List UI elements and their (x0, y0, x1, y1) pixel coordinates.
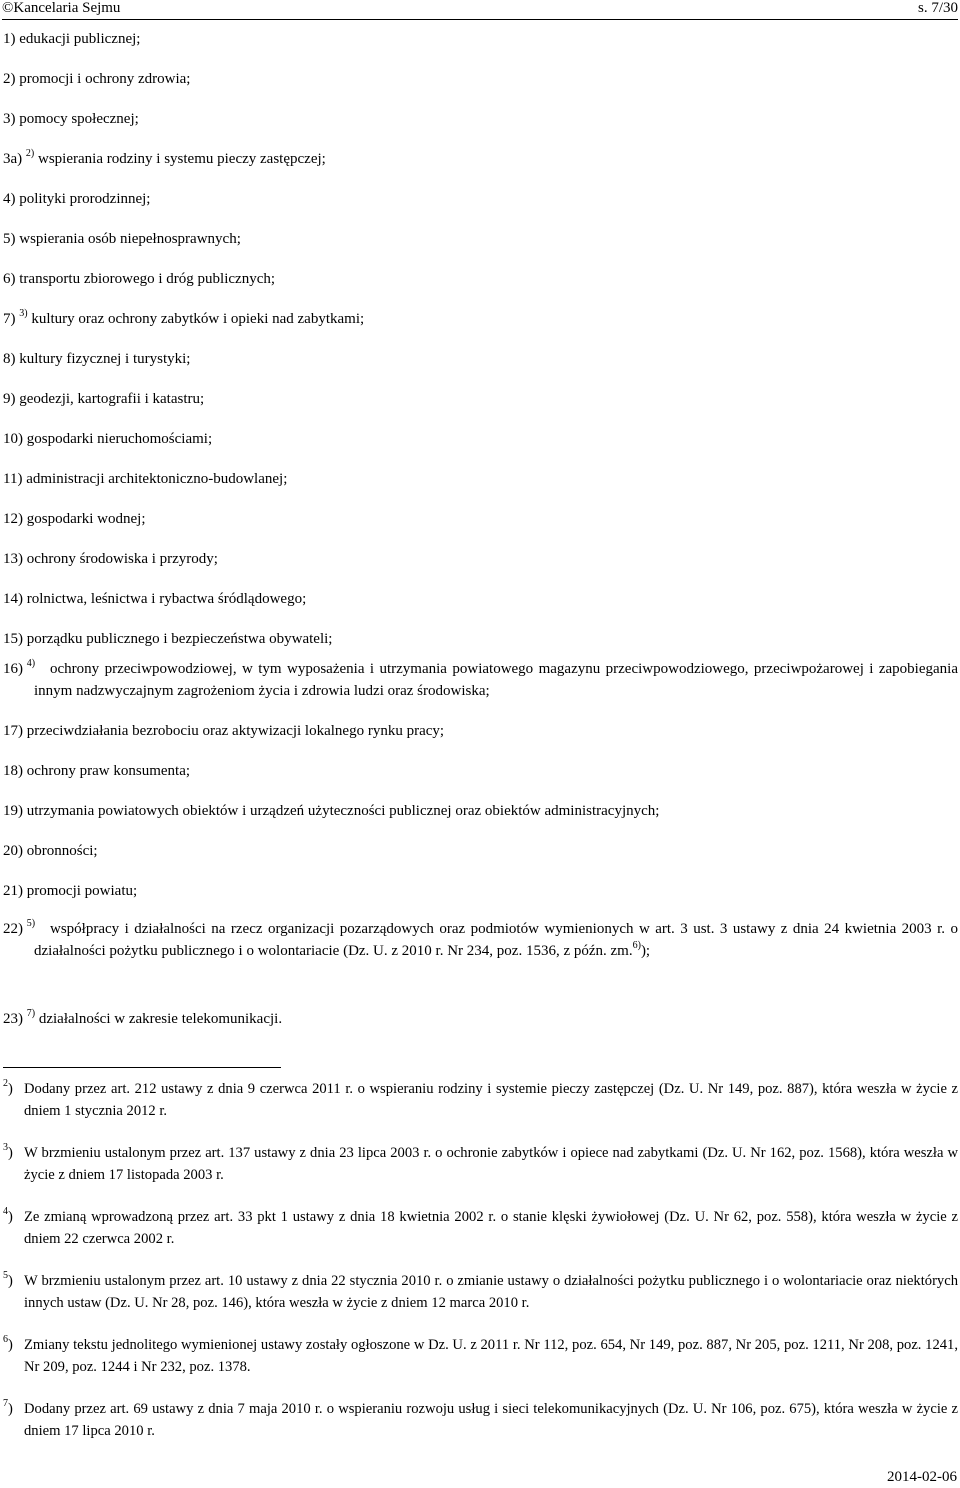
footnote: $^4$) Ze zmianą wprowadzoną przez art. 33 pkt 1 ustawy z dnia 18 kwietnia 2002 r. o stanie klęski żywiołowej (Dz. U. Nr 62, poz. 558), która weszła w życie z dniem 22 czerwca 2002 r. (3, 1206, 958, 1247)
list-item: 14) rolnictwa, leśnictwa i rybactwa śródlądowego; (3, 591, 307, 607)
list-item: 18) ochrony praw konsumenta; (3, 763, 191, 779)
list-item: 15) porządku publicznego i bezpieczeństwa obywateli; (3, 631, 333, 647)
list-item: 7) $^{3)}$ kultury oraz ochrony zabytków i opieki nad zabytkami; (3, 308, 365, 327)
footnote: $^5$) W brzmieniu ustalonym przez art. 10 ustawy z dnia 22 stycznia 2010 r. o zmianie ustawy o działalności pożytku publicznego i o wolontariacie oraz niektórych innych ustaw (Dz. U. Nr 28, poz. 146), która weszła w życie z dniem 12 marca 2010 r. (3, 1270, 958, 1311)
list-item: 2) promocji i ochrony zdrowia; (3, 71, 191, 87)
list-item: 10) gospodarki nieruchomościami; (3, 431, 213, 447)
list-item: 5) wspierania osób niepełnosprawnych; (3, 231, 241, 247)
list-item: 12) gospodarki wodnej; (3, 511, 146, 527)
footnote-ref: 2) (25, 148, 35, 159)
list-item: 9) geodezji, kartografii i katastru; (3, 391, 205, 407)
list-item: 4) polityki prorodzinnej; (3, 191, 151, 207)
footnote-ref: 3) (19, 308, 28, 319)
header-page-number: s. 7/30 (917, 0, 958, 16)
list-item: 13) ochrony środowiska i przyrody; (3, 551, 218, 567)
footnote-ref: 5) (26, 918, 36, 929)
footnote: $^3$) W brzmieniu ustalonym przez art. 137 ustawy z dnia 23 lipca 2003 r. o ochronie zabytków i opiece nad zabytkami (Dz. U. Nr 162, poz. 1568), która weszła w życie z dniem 17 listopada 2003 r. (3, 1142, 958, 1183)
page-header (2, 0, 958, 20)
list-item: 16) $^{4)}$ ochrony przeciwpowodziowej, w tym wyposażenia i utrzymania powiatowego magazynu przeciwpowodziowego, przeciwpożarowej i zapobiegania innym nadzwyczajnym zagrożeniom życia i zdrowia ludzi oraz środowiska; (3, 658, 958, 699)
list-item: 3a) $^{2)}$ wspierania rodziny i systemu pieczy zastępczej; (3, 148, 326, 167)
footnote-ref: 6) (632, 940, 641, 951)
list-item: 22) $^{5)}$ współpracy i działalności na rzecz organizacji pozarządowych oraz podmiotów wymienionych w art. 3 ust. 3 ustawy z dnia 24 kwietnia 2003 r. o działalności pożytku publicznego i o wolontariacie (Dz. U. z 2010 r. Nr 234, poz. 1536, z późn. zm.$^{6)}$); (3, 918, 958, 959)
list-item: 21) promocji powiatu; (3, 883, 138, 899)
list-item: 1) edukacji publicznej; (3, 31, 141, 47)
list-item: 6) transportu zbiorowego i dróg publicznych; (3, 271, 276, 287)
footnote: $^6$) Zmiany tekstu jednolitego wymienionej ustawy zostały ogłoszone w Dz. U. z 2011 r. Nr 112, poz. 654, Nr 149, poz. 887, Nr 205, poz. 1211, Nr 208, poz. 1241, Nr 209, poz. 1244 i Nr 232, poz. 1378. (3, 1334, 958, 1375)
list-item: 23) $^{7)}$ działalności w zakresie telekomunikacji. (3, 1008, 283, 1027)
list-item: 8) kultury fizycznej i turystyki; (3, 351, 191, 367)
list-item: 20) obronności; (3, 843, 98, 859)
footnote-ref: 4) (26, 658, 36, 669)
list-item: 17) przeciwdziałania bezrobociu oraz aktywizacji lokalnego rynku pracy; (3, 723, 445, 739)
footnote: $^7$) Dodany przez art. 69 ustawy z dnia 7 maja 2010 r. o wspieraniu rozwoju usług i sieci telekomunikacyjnych (Dz. U. Nr 106, poz. 675), która weszła w życie z dniem 17 lipca 2010 r. (3, 1398, 958, 1439)
footnote-ref: 7) (26, 1008, 36, 1019)
list-item: 19) utrzymania powiatowych obiektów i urządzeń użyteczności publicznej oraz obiektów administracyjnych; (3, 803, 660, 819)
footnote: $^2$) Dodany przez art. 212 ustawy z dnia 9 czerwca 2011 r. o wspieraniu rodziny i systemie pieczy zastępczej (Dz. U. Nr 149, poz. 887), która weszła w życie z dniem 1 stycznia 2012 r. (3, 1078, 958, 1119)
list-item: 3) pomocy społecznej; (3, 111, 139, 127)
header-publisher: ©Kancelaria Sejmu (2, 0, 121, 16)
list-item: 11) administracji architektoniczno-budowlanej; (3, 471, 288, 487)
footer-date: 2014-02-06 (887, 1469, 957, 1485)
footnote-separator (3, 1067, 281, 1068)
